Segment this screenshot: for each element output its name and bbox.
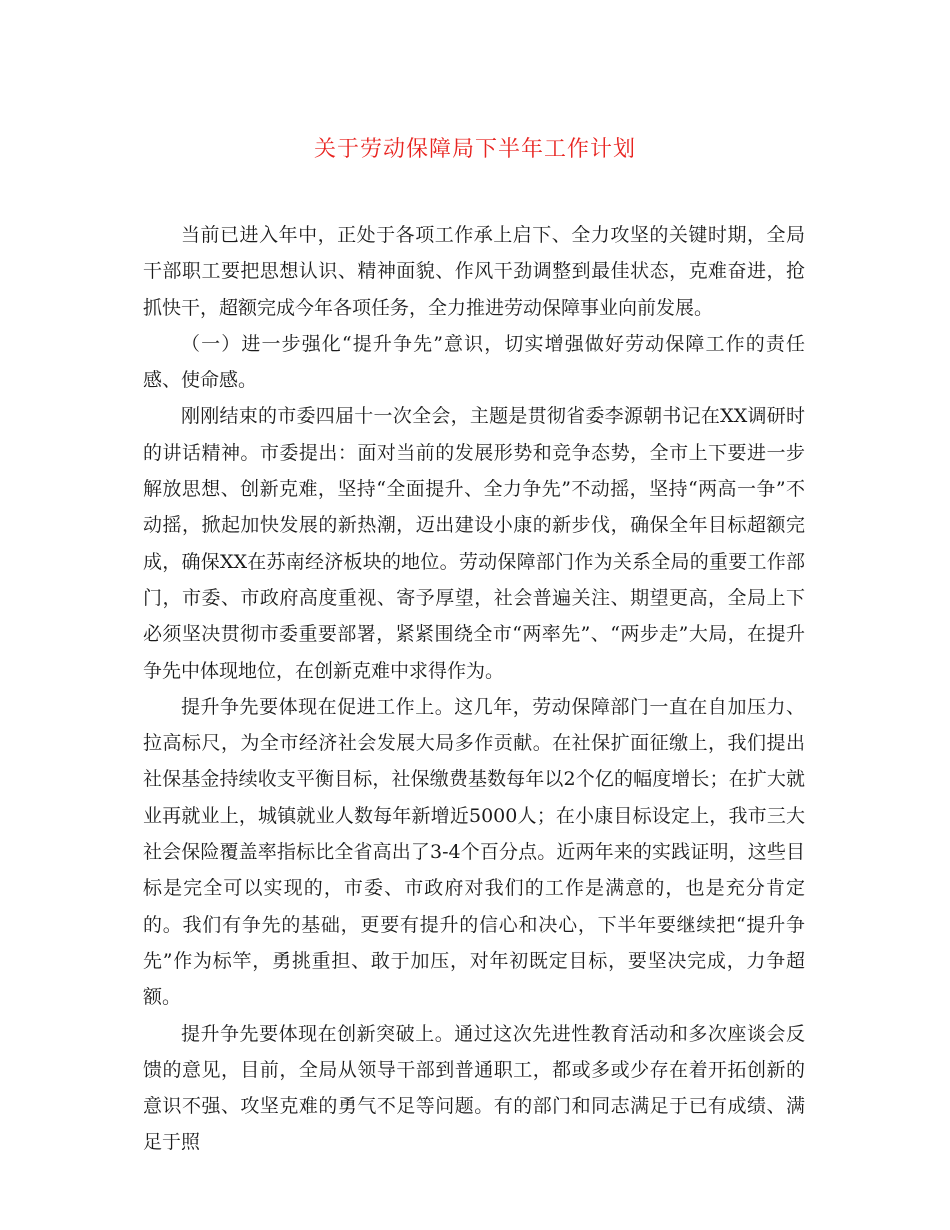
paragraph-innovation: 提升争先要体现在创新突破上。通过这次先进性教育活动和多次座谈会反馈的意见，目前，全局从领导干部到普通职工，都或多或少存在着开拓创新的意识不强、攻坚克难的勇气不足等问题。有的部门和同志满足于已有成绩、满足于照 bbox=[143, 1022, 805, 1154]
paragraph-plenary: 刚刚结束的市委四届十一次全会，主题是贯彻省委李源朝书记在XX调研时的讲话精神。市委提出：面对当前的发展形势和竞争态势，全市上下要进一步解放思想、创新克难，坚持“全面提升、全力争先”不动摇，坚持“两高一争”不动摇，掀起加快发展的新热潮，迈出建设小康的新步伐，确保全年目标超额完成，确保XX在苏南经济板块的地位。劳动保障部门作为关系全局的重要工作部门，市委、市政府高度重视、寄予厚望，社会普遍关注、期望更高，全局上下必须坚决贯彻市委重要部署，紧紧围绕全市“两率先”、“两步走”大局，在提升争先中体现地位，在创新克难中求得作为。 bbox=[143, 405, 805, 682]
document-title: 关于劳动保障局下半年工作计划 bbox=[313, 137, 636, 162]
document-body bbox=[143, 217, 805, 1161]
paragraph-promote-work: 提升争先要体现在促进工作上。这几年，劳动保障部门一直在自加压力、拉高标尺，为全市经济社会发展大局多作贡献。在社保扩面征缴上，我们提出社保基金持续收支平衡目标，社保缴费基数每年以2个亿的幅度增长；在扩大就业再就业上，城镇就业人数每年新增近5000人；在小康目标设定上，我市三大社会保险覆盖率指标比全省高出了3-4个百分点。近两年来的实践证明，这些目标是完全可以实现的，市委、市政府对我们的工作是满意的，也是充分肯定的。我们有争先的基础，更要有提升的信心和决心，下半年要继续把“提升争先”作为标竿，勇挑重担、敢于加压，对年初既定目标，要坚决完成，力争超额。 bbox=[143, 695, 805, 1009]
paragraph-section-heading: （一）进一步强化“提升争先”意识，切实增强做好劳动保障工作的责任感、使命感。 bbox=[143, 332, 805, 392]
paragraph-intro: 当前已进入年中，正处于各项工作承上启下、全力攻坚的关键时期，全局干部职工要把思想认识、精神面貌、作风干劲调整到最佳状态，克难奋进，抢抓快干，超额完成今年各项任务，全力推进劳动保障事业向前发展。 bbox=[143, 224, 805, 319]
